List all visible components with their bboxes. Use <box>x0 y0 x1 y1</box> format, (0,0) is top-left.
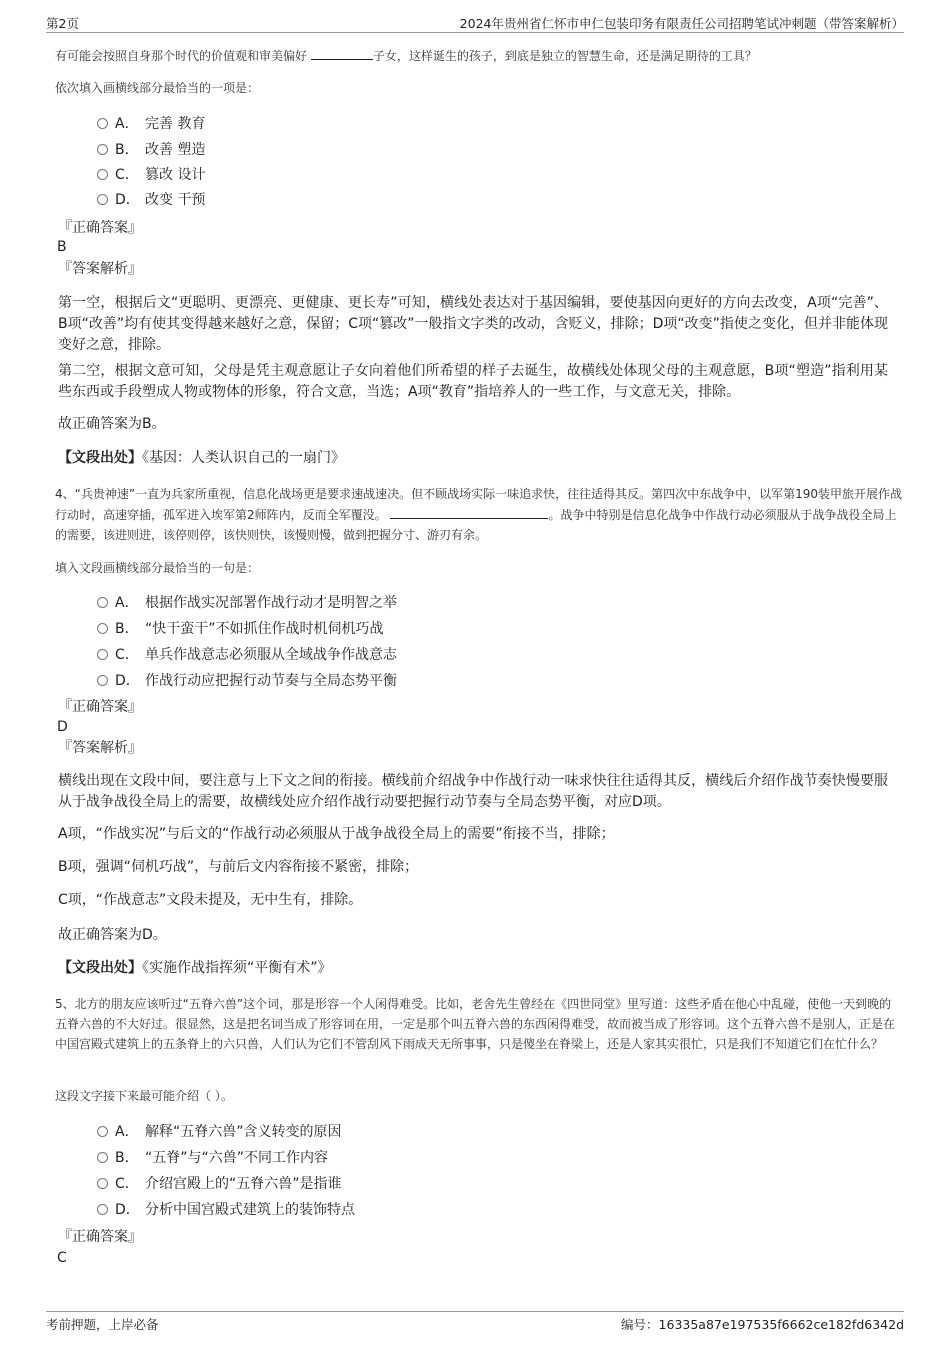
q4-prompt: 填入文段画横线部分最恰当的一句是： <box>55 561 260 575</box>
footer-slogan: 考前押题，上岸必备 <box>46 1317 159 1332</box>
q5-answer: C <box>57 1250 67 1266</box>
q4-answer-label: 『正确答案』 <box>58 699 142 715</box>
q4-option-a[interactable]: A． 根据作战实况部署作战行动才是明智之举 <box>97 593 397 613</box>
q5-stem: 5、北方的朋友应该听过“五脊六兽”这个词，那是形容一个人闲得难受。比如，老舍先生曾经在《四世同堂》里写道：这些矛盾在他心中乱碰，使他一天到晚的五脊六兽的不大好过。很显然，这是把名词当成了形容词在用，一定是那个叫五脊六兽的东西闲得难受，故而被当成了形容词。这个五脊六兽不是别人，正是在中国宫殿式建筑上的五条脊上的六只兽，人们认为它们不管刮风下雨成天无所事事，只是傻坐在脊梁上，还是人家其实很忙，只是我们不知道它们在忙什么？ <box>55 997 896 1051</box>
q3-analysis-p2: 第二空，根据文意可知，父母是凭主观意愿让子女向着他们所希望的样子去诞生，故横线处体现父母的主观意愿，B项“塑造”指利用某些东西或手段塑成人物或物体的形象，符合文意，当选；A项“教育”指培养人的一些工作，与文意无关，排除。 <box>58 363 888 400</box>
fill-blank <box>390 504 548 519</box>
radio-icon[interactable] <box>97 1126 108 1137</box>
radio-icon[interactable] <box>97 597 108 608</box>
radio-icon[interactable] <box>97 623 108 634</box>
q3-option-a[interactable]: A． 完善 教育 <box>97 114 205 134</box>
q5-answer-label: 『正确答案』 <box>58 1229 142 1245</box>
page-header <box>46 12 904 33</box>
radio-icon[interactable] <box>97 118 108 129</box>
radio-icon[interactable] <box>97 194 108 205</box>
page-footer <box>46 1311 904 1334</box>
q3-answer: B <box>57 239 67 255</box>
radio-icon[interactable] <box>97 1178 108 1189</box>
radio-icon[interactable] <box>97 1204 108 1215</box>
q3-option-b[interactable]: B． 改善 塑造 <box>97 140 205 160</box>
radio-icon[interactable] <box>97 144 108 155</box>
radio-icon[interactable] <box>97 649 108 660</box>
q5-option-a[interactable]: A． 解释“五脊六兽”含义转变的原因 <box>97 1122 342 1142</box>
q4-analysis-p1: 横线出现在文段中间，要注意与上下文之间的衔接。横线前介绍战争中作战行动一味求快往往适得其反，横线后介绍作战节奏快慢要服从于战争战役全局上的需要，故横线处应介绍作战行动要把握行动节奏与全局态势平衡，对应D项。 <box>58 773 888 810</box>
q4-answer: D <box>57 719 68 735</box>
q3-analysis-p1: 第一空，根据后文“更聪明、更漂亮、更健康、更长寿”可知，横线处表达对于基因编辑，要使基因向更好的方向去改变，A项“完善”、B项“改善”均有使其变得越来越好之意，保留；C项“篡改”一般指文字类的改动，含贬义，排除；D项“改变”指使之变化，但并非能体现变好之意，排除。 <box>58 295 888 353</box>
q5-option-b[interactable]: B． “五脊”与“六兽”不同工作内容 <box>97 1148 328 1168</box>
q3-analysis-label: 『答案解析』 <box>58 261 142 277</box>
q5-option-d[interactable]: D． 分析中国宫殿式建筑上的装饰特点 <box>97 1200 355 1220</box>
q5-option-c[interactable]: C． 介绍宫殿上的“五脊六兽”是指谁 <box>97 1174 342 1194</box>
q3-option-c[interactable]: C． 篡改 设计 <box>97 165 205 185</box>
page-number: 第2页 <box>46 16 79 31</box>
fill-blank <box>311 45 373 60</box>
q4-analysis-p4: C项，“作战意志”文段未提及，无中生有，排除。 <box>58 892 363 908</box>
q3-stem: 有可能会按照自身那个时代的价值观和审美偏好 子女，这样诞生的孩子，到底是独立的智慧生命，还是满足期待的工具？ <box>55 45 902 66</box>
document-id: 编号：16335a87e197535f6662ce182fd6342d <box>621 1317 904 1332</box>
radio-icon[interactable] <box>97 675 108 686</box>
q4-option-d[interactable]: D． 作战行动应把握行动节奏与全局态势平衡 <box>97 671 397 691</box>
q5-prompt: 这段文字接下来最可能介绍（ ）。 <box>55 1089 233 1103</box>
q4-analysis-label: 『答案解析』 <box>58 740 142 756</box>
q4-source: 【文段出处】《实施作战指挥须“平衡有术”》 <box>58 960 332 976</box>
q4-option-c[interactable]: C． 单兵作战意志必须服从全域战争作战意志 <box>97 645 397 665</box>
radio-icon[interactable] <box>97 169 108 180</box>
q3-prompt: 依次填入画横线部分最恰当的一项是： <box>55 81 260 95</box>
q3-source: 【文段出处】《基因：人类认识自己的一扇门》 <box>58 450 345 466</box>
q4-analysis-p3: B项，强调“伺机巧战”，与前后文内容衔接不紧密，排除； <box>58 859 419 875</box>
q3-analysis-p3: 故正确答案为B。 <box>58 416 166 432</box>
radio-icon[interactable] <box>97 1152 108 1163</box>
q3-answer-label: 『正确答案』 <box>58 220 142 236</box>
document-title: 2024年贵州省仁怀市申仁包装印务有限责任公司招聘笔试冲刺题（带答案解析） <box>459 16 904 31</box>
q4-analysis-p5: 故正确答案为D。 <box>58 927 167 943</box>
q4-option-b[interactable]: B． “快干蛮干”不如抓住作战时机伺机巧战 <box>97 619 384 639</box>
q4-stem: 4、“兵贵神速”一直为兵家所重视，信息化战场更是要求速战速决。但不顾战场实际一味追求快，往往适得其反。第四次中东战争中，以军第190装甲旅开展作战行动时，高速穿插，孤军进入埃军第2师阵内，反而全军覆没。 。战争中特别是信息化战争中作战行动必须服从于战争战役全局上的需要，该进则进，该停则停，该快则快，该慢则慢，做到把握分寸、游刃有余。 <box>55 487 902 542</box>
q3-option-d[interactable]: D． 改变 干预 <box>97 190 205 210</box>
q4-analysis-p2: A项，“作战实况”与后文的“作战行动必须服从于战争战役全局上的需要”衔接不当，排除； <box>58 826 615 842</box>
